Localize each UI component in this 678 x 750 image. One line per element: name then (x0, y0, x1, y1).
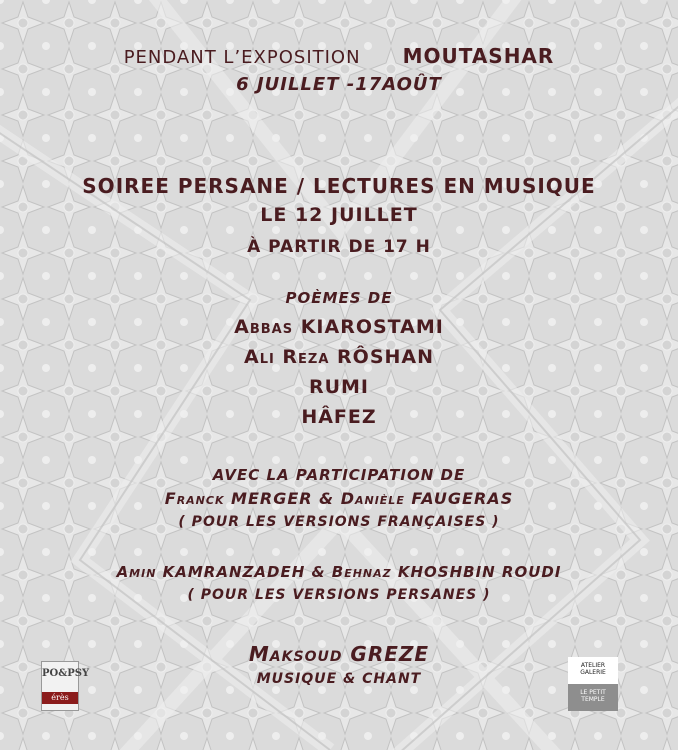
music-role: MUSIQUE & CHANT (256, 671, 422, 687)
poems-heading: POÈMES DE (285, 289, 393, 307)
exposition-name: MOUTASHAR (402, 44, 555, 68)
logo-left-bottom: érès (42, 692, 78, 704)
poet-name: Abbas KIAROSTAMI (234, 316, 444, 338)
french-note: ( POUR LES VERSIONS FRANÇAISES ) (178, 514, 500, 530)
poet-name: Ali Reza RÔSHAN (243, 346, 435, 368)
participation-heading: AVEC LA PARTICIPATION DE (212, 466, 466, 484)
logo-right-top: ATELIER GALERIE (568, 657, 618, 684)
music-performer: Maksoud GREZE (248, 642, 430, 666)
event-date: LE 12 JUILLET (260, 204, 418, 226)
exposition-prefix: PENDANT L’EXPOSITION (123, 47, 361, 68)
exposition-line (0, 44, 678, 68)
persian-note: ( POUR LES VERSIONS PERSANES ) (187, 587, 491, 603)
poet-name: RUMI (308, 376, 370, 398)
atelier-galerie-logo (568, 657, 618, 711)
logo-right-bottom: LE PETIT TEMPLE (568, 684, 618, 711)
exposition-dates: 6 JUILLET -17AOÛT (236, 74, 442, 95)
logo-left-top: PO&PSY (42, 668, 90, 679)
poet-name: HÂFEZ (301, 406, 377, 428)
popsy-eres-logo (41, 661, 90, 711)
french-readers: Franck MERGER & Danièle FAUGERAS (164, 489, 514, 508)
event-title: SOIREE PERSANE / LECTURES EN MUSIQUE (82, 174, 596, 198)
persian-readers: Amin KAMRANZADEH & Behnaz KHOSHBIN ROUDI (116, 563, 562, 581)
event-time: À PARTIR DE 17 H (247, 237, 431, 257)
